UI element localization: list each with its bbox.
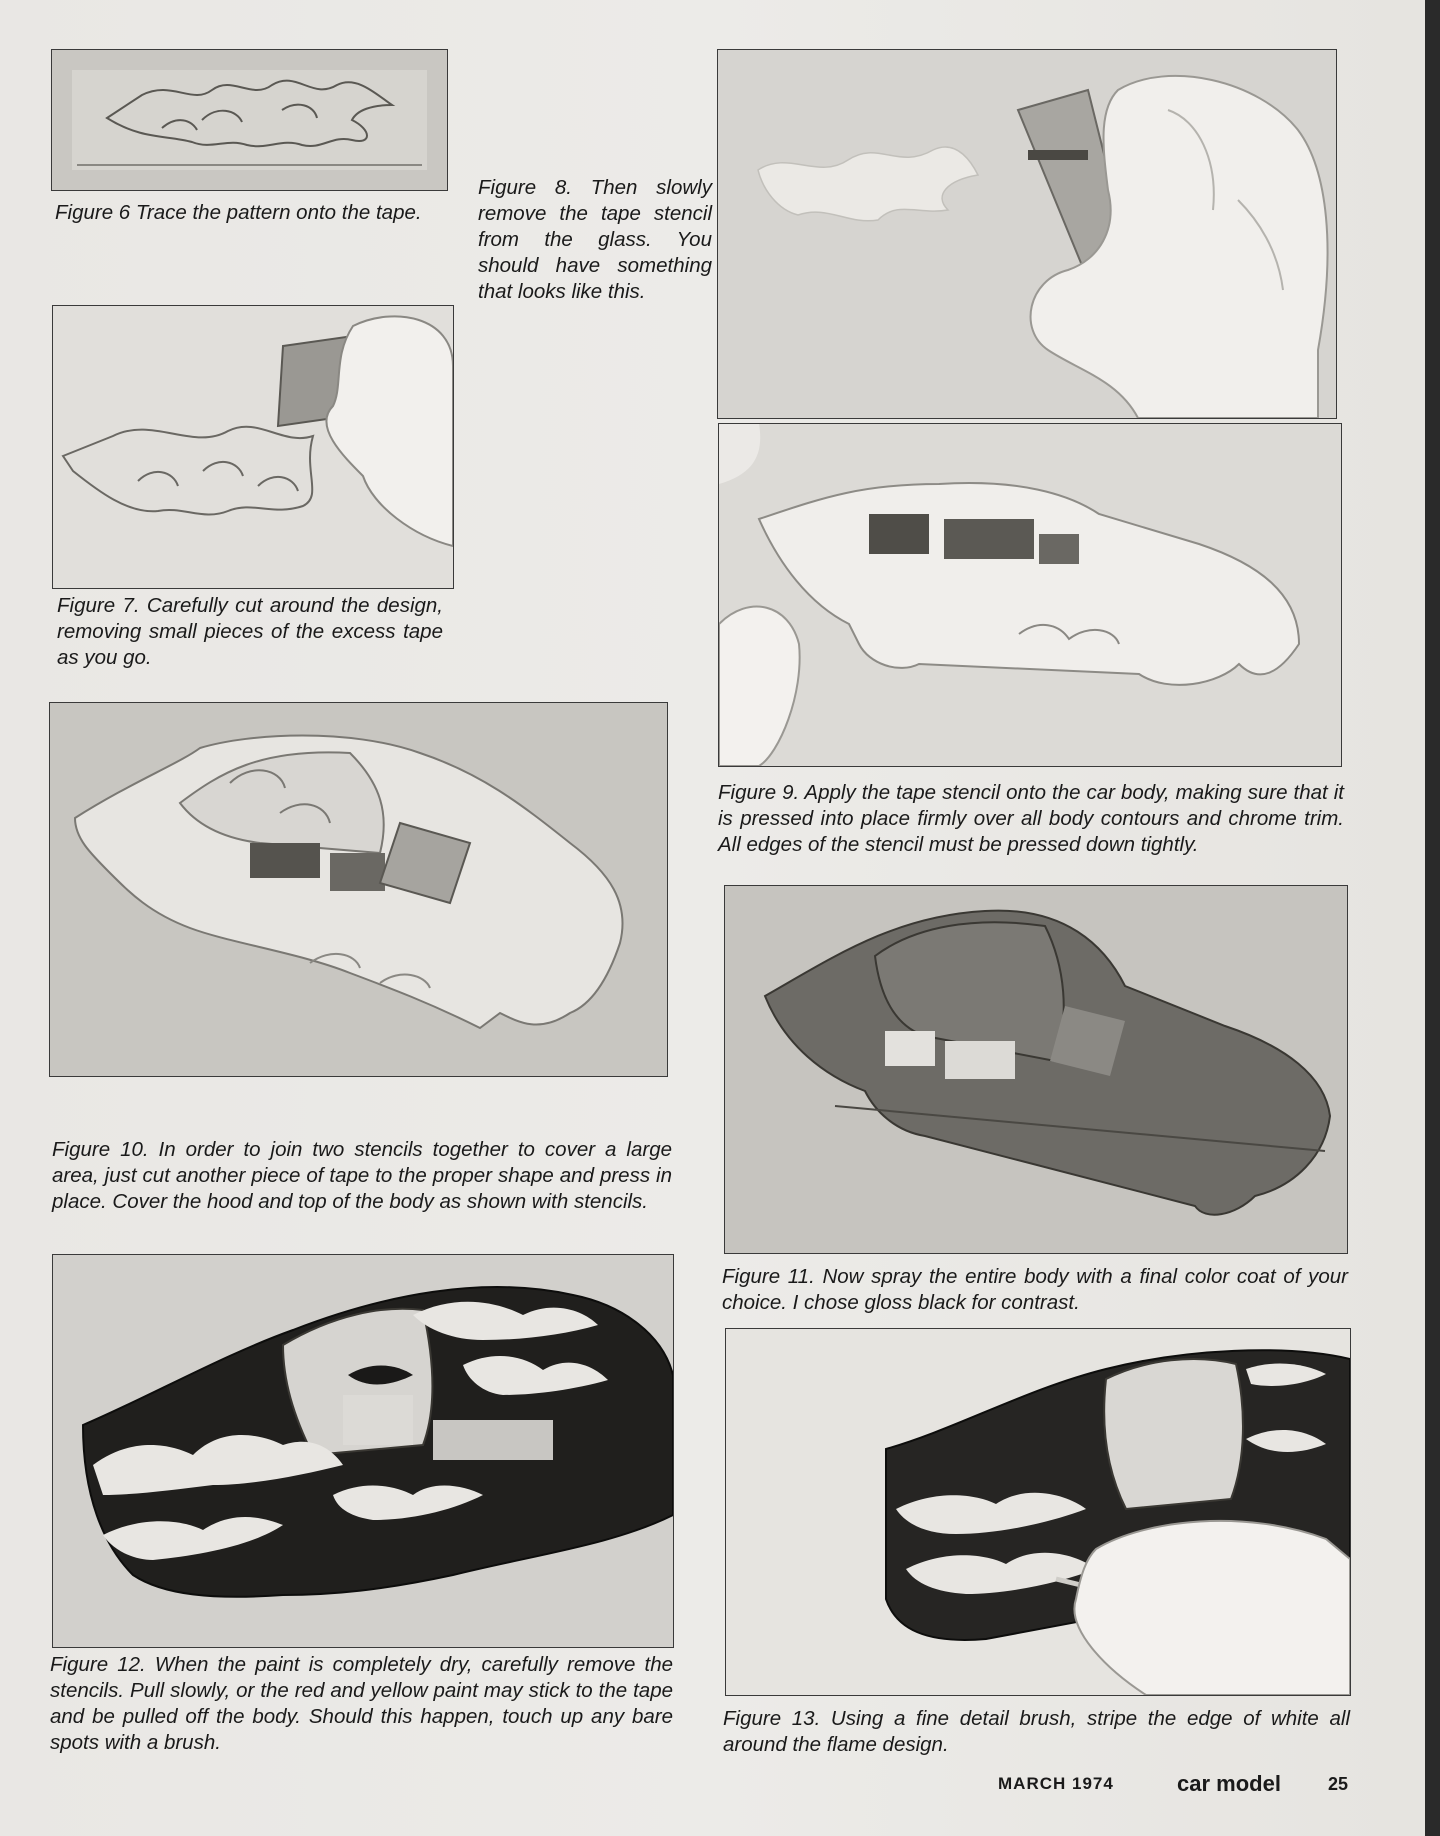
figure-11-photo	[724, 885, 1348, 1254]
figure-6-caption: Figure 6 Trace the pattern onto the tape.	[55, 201, 422, 224]
footer-issue-date: MARCH 1974	[998, 1774, 1114, 1793]
figure-8-photo	[717, 49, 1337, 419]
figure-12-photo	[52, 1254, 674, 1648]
figure-13-photo	[725, 1328, 1351, 1696]
figure-13-caption: Figure 13. Using a fine detail brush, stripe the edge of white all around the flame design.	[723, 1707, 1350, 1756]
figure-12-caption: Figure 12. When the paint is completely dry, carefully remove the stencils. Pull slowly, or the red and yellow paint may stick to the tape and be pulled off the body. Should this happen, touch up any bare spots with a brush.	[50, 1653, 673, 1754]
footer-magazine-name: car model	[1177, 1771, 1281, 1796]
page-number: 25	[1328, 1774, 1349, 1794]
figure-7-caption: Figure 7. Carefully cut around the design, removing small pieces of the excess tape as you go.	[57, 594, 443, 669]
figure-10-caption: Figure 10. In order to join two stencils together to cover a large area, just cut another piece of tape to the proper shape and press in place. Cover the hood and top of the body as shown with stencils.	[52, 1138, 672, 1213]
figure-10-photo	[49, 702, 668, 1077]
page-binding-edge	[1425, 0, 1440, 1836]
figure-9-caption: Figure 9. Apply the tape stencil onto the car body, making sure that it is pressed into place firmly over all body contours and chrome trim. All edges of the stencil must be pressed down tightly.	[718, 781, 1344, 856]
figure-11-caption: Figure 11. Now spray the entire body with a final color coat of your choice. I chose gloss black for contrast.	[722, 1265, 1348, 1314]
figure-8-caption: Figure 8. Then slowly remove the tape stencil from the glass. You should have something that looks like this.	[478, 176, 712, 303]
figure-6-photo	[51, 49, 448, 191]
figure-9-photo	[718, 423, 1342, 767]
figure-7-photo	[52, 305, 454, 589]
